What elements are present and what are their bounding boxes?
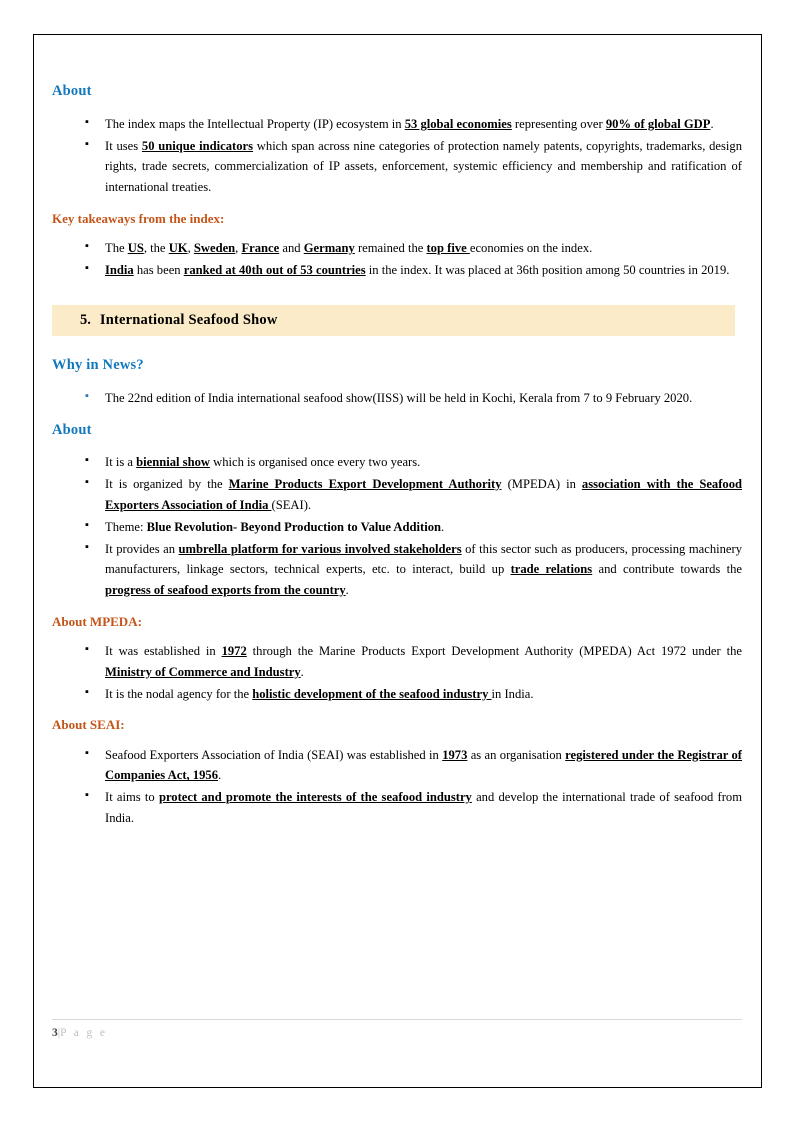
text-run: Seafood Exporters Association of India (SEAI) was established in [105, 747, 443, 762]
text-run: 90% of global GDP [605, 116, 711, 131]
text-run: Blue Revolution- Beyond Production to Value Addition [146, 519, 442, 534]
section-number: 5. [80, 311, 91, 328]
text-run: The [105, 241, 128, 256]
heading-about-show: About [52, 421, 92, 438]
text-run: Sweden [193, 241, 236, 256]
heading-about-seai: About SEAI: [52, 717, 125, 733]
text-run: and contribute towards the [592, 562, 742, 577]
text-run: It is organized by the [105, 477, 229, 492]
text-run: as an organisation [467, 747, 566, 762]
text-run: . [345, 583, 349, 598]
footer-page-number: 3 [52, 1027, 58, 1039]
text-run: association with the Seafood Exporters Association of India [105, 477, 742, 512]
text-run: representing over [511, 116, 606, 131]
text-run: which is organised once every two years. [209, 455, 421, 470]
text-run: It is the nodal agency for the [105, 686, 253, 701]
list-item [52, 641, 742, 683]
text-run: 53 global economies [404, 116, 512, 131]
text-run: Theme: [105, 519, 147, 534]
text-run: . [710, 116, 714, 131]
text-run: remained the [354, 241, 427, 256]
text-run: (MPEDA) in [501, 477, 582, 492]
text-run: biennial show [136, 455, 210, 470]
text-run: (SEAI). [271, 498, 312, 512]
heading-about-ip-index: About [52, 83, 92, 99]
text-run: US [127, 241, 144, 256]
text-run: . [300, 664, 304, 679]
section-title: International Seafood Show [99, 311, 278, 328]
list-item [52, 745, 742, 787]
text-run: through the Marine Products Export Development Authority (MPEDA) Act 1972 under the [246, 644, 742, 659]
list-key-takeaways [52, 238, 742, 281]
document-content [52, 84, 742, 843]
list-item [52, 136, 742, 198]
heading-why-in-news: Why in News? [52, 356, 144, 373]
list-item [52, 452, 742, 473]
list-about-mpeda [52, 641, 742, 704]
text-run: India [105, 263, 134, 278]
footer-page-word: P a g e [60, 1027, 108, 1039]
text-run: It is a [105, 455, 137, 470]
text-run: , [235, 241, 242, 256]
text-run: trade relations [510, 562, 593, 577]
text-run: economies on the index. [469, 241, 593, 256]
text-run: of this sector such as producers, processing machinery manufacturers, linkage sectors, technical experts, etc. to interact, build up [105, 541, 742, 577]
list-item [52, 114, 742, 135]
text-run: Ministry of Commerce and Industry [105, 664, 301, 679]
text-run: Marine Products Export Development Authority [228, 477, 502, 492]
text-run: 1973 [442, 747, 468, 762]
list-item [52, 539, 742, 601]
list-about-seai [52, 745, 742, 829]
text-run: registered under the Registrar of Companies Act, 1956 [105, 747, 743, 783]
list-item [52, 260, 742, 281]
text-run: umbrella platform for various involved stakeholders [178, 541, 462, 556]
text-run: in the index. It was placed at 36th position among 50 countries in 2019. [365, 263, 730, 278]
list-about-ip-index [52, 114, 742, 198]
list-item [52, 388, 742, 409]
text-run: top five [426, 241, 470, 256]
text-run: It was established in [105, 644, 222, 659]
text-run: It provides an [105, 541, 179, 556]
footer-page-label [52, 1027, 742, 1039]
list-item [52, 684, 742, 705]
text-run: . [218, 768, 222, 783]
list-why-in-news [52, 388, 742, 409]
text-run: It uses [105, 138, 142, 153]
text-run: and [279, 241, 304, 256]
text-run: UK [168, 241, 188, 256]
text-run: and develop the international trade of seafood from India. [105, 790, 742, 826]
text-run: It aims to [105, 790, 159, 805]
text-run: in India. [491, 686, 534, 701]
text-run: protect and promote the interests of the seafood industry [158, 790, 472, 805]
text-run: , [187, 241, 194, 256]
list-item [52, 474, 742, 516]
text-run: , the [143, 241, 169, 256]
text-run: The 22nd edition of India international seafood show(IISS) will be held in Kochi, Kerala from 7 to 9 February 2020. [105, 390, 693, 405]
list-item [52, 238, 742, 259]
list-about-show [52, 452, 742, 600]
footer-separator: | [57, 1027, 61, 1039]
text-run: 50 unique indicators [141, 138, 254, 153]
text-run: 1972 [221, 644, 247, 659]
text-run: ranked at 40th out of 53 countries [183, 263, 366, 278]
section-banner-seafood-show [52, 305, 735, 336]
text-run: France [241, 241, 280, 256]
footer-divider [52, 1019, 742, 1020]
text-run: Germany [303, 241, 355, 256]
list-item [52, 787, 742, 829]
heading-about-mpeda: About MPEDA: [52, 613, 142, 629]
text-run: which span across nine categories of protection namely patents, copyrights, trademarks, design rights, trade secrets, commercialization of IP assets, enforcement, systemic efficiency and membership and ratification of international treaties. [105, 138, 742, 195]
text-run: progress of seafood exports from the country [105, 583, 346, 598]
text-run: . [441, 519, 445, 534]
list-item [52, 517, 742, 538]
text-run: The index maps the Intellectual Property (IP) ecosystem in [105, 116, 405, 131]
text-run: has been [133, 263, 184, 278]
page-footer [52, 1019, 742, 1039]
heading-key-takeaways: Key takeaways from the index: [52, 211, 225, 226]
text-run: holistic development of the seafood industry [252, 686, 492, 701]
